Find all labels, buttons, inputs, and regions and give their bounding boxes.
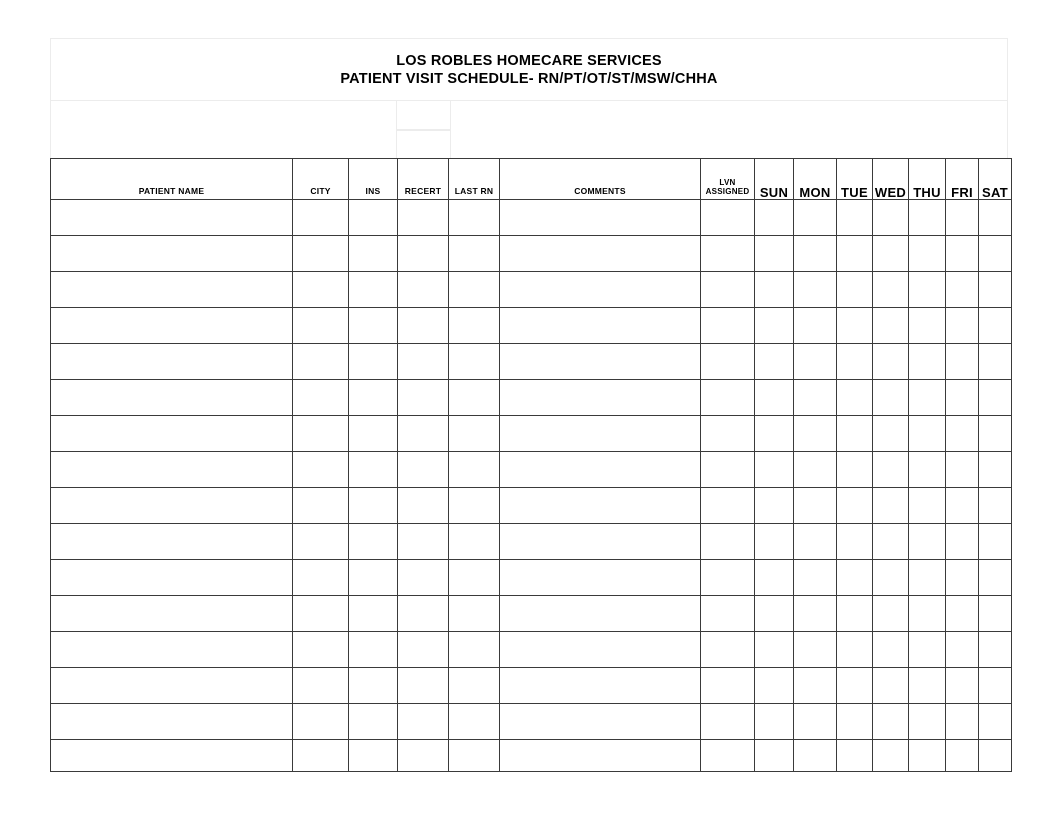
cell-patient_name[interactable] <box>51 452 293 488</box>
cell-last_rn[interactable] <box>449 380 500 416</box>
cell-lvn_assigned[interactable] <box>701 272 755 308</box>
cell-recert[interactable] <box>398 236 449 272</box>
cell-wed[interactable] <box>873 668 909 704</box>
cell-thu[interactable] <box>909 236 946 272</box>
cell-recert[interactable] <box>398 524 449 560</box>
cell-thu[interactable] <box>909 740 946 772</box>
cell-wed[interactable] <box>873 416 909 452</box>
cell-fri[interactable] <box>946 488 979 524</box>
table-row <box>51 344 1012 380</box>
cell-lvn_assigned[interactable] <box>701 632 755 668</box>
cell-tue[interactable] <box>837 596 873 632</box>
cell-recert[interactable] <box>398 416 449 452</box>
cell-last_rn[interactable] <box>449 416 500 452</box>
cell-recert[interactable] <box>398 632 449 668</box>
cell-thu[interactable] <box>909 272 946 308</box>
cell-wed[interactable] <box>873 380 909 416</box>
cell-lvn_assigned[interactable] <box>701 596 755 632</box>
cell-thu[interactable] <box>909 344 946 380</box>
table-row <box>51 560 1012 596</box>
cell-sat[interactable] <box>979 524 1012 560</box>
cell-fri[interactable] <box>946 380 979 416</box>
cell-lvn_assigned[interactable] <box>701 488 755 524</box>
table-row <box>51 668 1012 704</box>
cell-mon[interactable] <box>794 740 837 772</box>
column-header-city: CITY <box>293 159 349 200</box>
document-title-line-1: LOS ROBLES HOMECARE SERVICES <box>396 52 662 69</box>
cell-city[interactable] <box>293 344 349 380</box>
cell-mon[interactable] <box>794 668 837 704</box>
cell-sun[interactable] <box>755 596 794 632</box>
cell-fri[interactable] <box>946 560 979 596</box>
cell-tue[interactable] <box>837 632 873 668</box>
cell-sun[interactable] <box>755 668 794 704</box>
cell-sun[interactable] <box>755 488 794 524</box>
cell-lvn_assigned[interactable] <box>701 740 755 772</box>
cell-recert[interactable] <box>398 272 449 308</box>
cell-wed[interactable] <box>873 704 909 740</box>
cell-fri[interactable] <box>946 632 979 668</box>
cell-patient_name[interactable] <box>51 596 293 632</box>
cell-lvn_assigned[interactable] <box>701 236 755 272</box>
cell-comments[interactable] <box>500 344 701 380</box>
cell-tue[interactable] <box>837 380 873 416</box>
cell-city[interactable] <box>293 308 349 344</box>
cell-wed[interactable] <box>873 740 909 772</box>
cell-ins[interactable] <box>349 452 398 488</box>
column-header-tue: TUE <box>837 159 873 200</box>
cell-thu[interactable] <box>909 524 946 560</box>
cell-thu[interactable] <box>909 632 946 668</box>
cell-comments[interactable] <box>500 596 701 632</box>
cell-comments[interactable] <box>500 236 701 272</box>
cell-recert[interactable] <box>398 596 449 632</box>
cell-sun[interactable] <box>755 704 794 740</box>
column-header-sat: SAT <box>979 159 1012 200</box>
cell-city[interactable] <box>293 272 349 308</box>
cell-wed[interactable] <box>873 488 909 524</box>
cell-last_rn[interactable] <box>449 632 500 668</box>
cell-sun[interactable] <box>755 452 794 488</box>
cell-recert[interactable] <box>398 488 449 524</box>
cell-patient_name[interactable] <box>51 632 293 668</box>
cell-ins[interactable] <box>349 416 398 452</box>
cell-sun[interactable] <box>755 200 794 236</box>
column-header-patient-name: PATIENT NAME <box>51 159 293 200</box>
cell-ins[interactable] <box>349 308 398 344</box>
cell-sat[interactable] <box>979 596 1012 632</box>
cell-patient_name[interactable] <box>51 236 293 272</box>
cell-mon[interactable] <box>794 380 837 416</box>
cell-ins[interactable] <box>349 344 398 380</box>
cell-recert[interactable] <box>398 380 449 416</box>
cell-thu[interactable] <box>909 668 946 704</box>
cell-wed[interactable] <box>873 452 909 488</box>
cell-wed[interactable] <box>873 200 909 236</box>
cell-sat[interactable] <box>979 416 1012 452</box>
cell-last_rn[interactable] <box>449 596 500 632</box>
cell-tue[interactable] <box>837 560 873 596</box>
cell-comments[interactable] <box>500 560 701 596</box>
column-header-comments: COMMENTS <box>500 159 701 200</box>
cell-thu[interactable] <box>909 452 946 488</box>
cell-thu[interactable] <box>909 596 946 632</box>
cell-last_rn[interactable] <box>449 668 500 704</box>
column-header-lvn-assigned <box>701 159 755 200</box>
cell-sat[interactable] <box>979 236 1012 272</box>
cell-ins[interactable] <box>349 272 398 308</box>
cell-ins[interactable] <box>349 560 398 596</box>
cell-last_rn[interactable] <box>449 704 500 740</box>
table-row <box>51 524 1012 560</box>
cell-sat[interactable] <box>979 632 1012 668</box>
table-row <box>51 272 1012 308</box>
cell-fri[interactable] <box>946 308 979 344</box>
cell-mon[interactable] <box>794 236 837 272</box>
lvn-label-line-1: LVN <box>719 178 736 187</box>
cell-patient_name[interactable] <box>51 272 293 308</box>
cell-city[interactable] <box>293 416 349 452</box>
cell-wed[interactable] <box>873 272 909 308</box>
cell-comments[interactable] <box>500 200 701 236</box>
cell-lvn_assigned[interactable] <box>701 200 755 236</box>
cell-patient_name[interactable] <box>51 560 293 596</box>
cell-thu[interactable] <box>909 704 946 740</box>
cell-comments[interactable] <box>500 308 701 344</box>
cell-patient_name[interactable] <box>51 308 293 344</box>
cell-ins[interactable] <box>349 200 398 236</box>
cell-city[interactable] <box>293 452 349 488</box>
cell-fri[interactable] <box>946 200 979 236</box>
title-row <box>51 39 1007 101</box>
cell-ins[interactable] <box>349 740 398 772</box>
cell-recert[interactable] <box>398 344 449 380</box>
cell-fri[interactable] <box>946 452 979 488</box>
cell-sun[interactable] <box>755 344 794 380</box>
cell-wed[interactable] <box>873 236 909 272</box>
cell-wed[interactable] <box>873 308 909 344</box>
cell-recert[interactable] <box>398 452 449 488</box>
cell-sat[interactable] <box>979 452 1012 488</box>
cell-sun[interactable] <box>755 560 794 596</box>
cell-comments[interactable] <box>500 452 701 488</box>
table-row <box>51 632 1012 668</box>
table-header-row <box>51 159 1012 200</box>
table-row <box>51 380 1012 416</box>
cell-recert[interactable] <box>398 704 449 740</box>
cell-city[interactable] <box>293 632 349 668</box>
cell-lvn_assigned[interactable] <box>701 668 755 704</box>
cell-comments[interactable] <box>500 632 701 668</box>
cell-sat[interactable] <box>979 272 1012 308</box>
cell-tue[interactable] <box>837 524 873 560</box>
column-header-last-rn: LAST RN <box>449 159 500 200</box>
table-row <box>51 308 1012 344</box>
cell-sat[interactable] <box>979 488 1012 524</box>
table-row <box>51 740 1012 772</box>
lvn-label-line-2: ASSIGNED <box>705 187 750 196</box>
cell-tue[interactable] <box>837 308 873 344</box>
cell-tue[interactable] <box>837 416 873 452</box>
cell-recert[interactable] <box>398 560 449 596</box>
cell-tue[interactable] <box>837 236 873 272</box>
table-row <box>51 200 1012 236</box>
column-header-ins: INS <box>349 159 398 200</box>
cell-sat[interactable] <box>979 668 1012 704</box>
cell-fri[interactable] <box>946 344 979 380</box>
table-row <box>51 488 1012 524</box>
cell-thu[interactable] <box>909 488 946 524</box>
cell-mon[interactable] <box>794 272 837 308</box>
table-row <box>51 236 1012 272</box>
cell-last_rn[interactable] <box>449 344 500 380</box>
cell-thu[interactable] <box>909 200 946 236</box>
cell-patient_name[interactable] <box>51 668 293 704</box>
cell-mon[interactable] <box>794 452 837 488</box>
column-header-recert: RECERT <box>398 159 449 200</box>
table-row <box>51 452 1012 488</box>
cell-sun[interactable] <box>755 740 794 772</box>
cell-sat[interactable] <box>979 560 1012 596</box>
cell-last_rn[interactable] <box>449 200 500 236</box>
cell-tue[interactable] <box>837 452 873 488</box>
cell-mon[interactable] <box>794 200 837 236</box>
cell-tue[interactable] <box>837 668 873 704</box>
cell-tue[interactable] <box>837 704 873 740</box>
cell-mon[interactable] <box>794 344 837 380</box>
cell-lvn_assigned[interactable] <box>701 704 755 740</box>
cell-wed[interactable] <box>873 596 909 632</box>
cell-last_rn[interactable] <box>449 308 500 344</box>
cell-city[interactable] <box>293 380 349 416</box>
cell-lvn_assigned[interactable] <box>701 416 755 452</box>
cell-last_rn[interactable] <box>449 524 500 560</box>
cell-sun[interactable] <box>755 416 794 452</box>
cell-city[interactable] <box>293 596 349 632</box>
cell-lvn_assigned[interactable] <box>701 452 755 488</box>
cell-comments[interactable] <box>500 272 701 308</box>
cell-sun[interactable] <box>755 272 794 308</box>
cell-lvn_assigned[interactable] <box>701 308 755 344</box>
cell-patient_name[interactable] <box>51 488 293 524</box>
cell-fri[interactable] <box>946 524 979 560</box>
cell-patient_name[interactable] <box>51 704 293 740</box>
table-row <box>51 416 1012 452</box>
cell-lvn_assigned[interactable] <box>701 560 755 596</box>
cell-fri[interactable] <box>946 704 979 740</box>
cell-comments[interactable] <box>500 380 701 416</box>
cell-comments[interactable] <box>500 416 701 452</box>
cell-sat[interactable] <box>979 704 1012 740</box>
cell-mon[interactable] <box>794 524 837 560</box>
subtitle-row[interactable] <box>51 101 1007 160</box>
cell-last_rn[interactable] <box>449 488 500 524</box>
cell-patient_name[interactable] <box>51 344 293 380</box>
cell-sun[interactable] <box>755 524 794 560</box>
column-header-mon: MON <box>794 159 837 200</box>
cell-comments[interactable] <box>500 740 701 772</box>
cell-wed[interactable] <box>873 344 909 380</box>
table-row <box>51 704 1012 740</box>
title-block <box>50 38 1008 160</box>
cell-sat[interactable] <box>979 344 1012 380</box>
ghost-cell-lower[interactable] <box>396 130 451 161</box>
cell-tue[interactable] <box>837 488 873 524</box>
cell-ins[interactable] <box>349 632 398 668</box>
cell-sun[interactable] <box>755 632 794 668</box>
cell-sat[interactable] <box>979 200 1012 236</box>
cell-city[interactable] <box>293 200 349 236</box>
cell-comments[interactable] <box>500 524 701 560</box>
cell-fri[interactable] <box>946 272 979 308</box>
cell-patient_name[interactable] <box>51 740 293 772</box>
ghost-cell-upper[interactable] <box>396 100 451 130</box>
cell-wed[interactable] <box>873 560 909 596</box>
cell-recert[interactable] <box>398 200 449 236</box>
cell-thu[interactable] <box>909 416 946 452</box>
cell-city[interactable] <box>293 488 349 524</box>
column-header-wed: WED <box>873 159 909 200</box>
cell-thu[interactable] <box>909 560 946 596</box>
cell-lvn_assigned[interactable] <box>701 344 755 380</box>
column-header-fri: FRI <box>946 159 979 200</box>
cell-mon[interactable] <box>794 596 837 632</box>
cell-last_rn[interactable] <box>449 272 500 308</box>
cell-thu[interactable] <box>909 380 946 416</box>
cell-ins[interactable] <box>349 704 398 740</box>
cell-fri[interactable] <box>946 668 979 704</box>
cell-fri[interactable] <box>946 236 979 272</box>
cell-lvn_assigned[interactable] <box>701 380 755 416</box>
cell-ins[interactable] <box>349 380 398 416</box>
table-header <box>51 159 1012 200</box>
cell-patient_name[interactable] <box>51 416 293 452</box>
cell-last_rn[interactable] <box>449 560 500 596</box>
cell-patient_name[interactable] <box>51 524 293 560</box>
cell-fri[interactable] <box>946 740 979 772</box>
cell-sun[interactable] <box>755 236 794 272</box>
cell-comments[interactable] <box>500 488 701 524</box>
cell-ins[interactable] <box>349 488 398 524</box>
cell-recert[interactable] <box>398 668 449 704</box>
cell-sat[interactable] <box>979 308 1012 344</box>
cell-recert[interactable] <box>398 740 449 772</box>
column-header-thu: THU <box>909 159 946 200</box>
cell-lvn_assigned[interactable] <box>701 524 755 560</box>
cell-fri[interactable] <box>946 416 979 452</box>
cell-sat[interactable] <box>979 380 1012 416</box>
cell-mon[interactable] <box>794 308 837 344</box>
cell-ins[interactable] <box>349 668 398 704</box>
cell-ins[interactable] <box>349 524 398 560</box>
cell-last_rn[interactable] <box>449 452 500 488</box>
cell-comments[interactable] <box>500 668 701 704</box>
cell-mon[interactable] <box>794 704 837 740</box>
cell-sat[interactable] <box>979 740 1012 772</box>
cell-comments[interactable] <box>500 704 701 740</box>
cell-tue[interactable] <box>837 200 873 236</box>
cell-last_rn[interactable] <box>449 236 500 272</box>
table-row <box>51 596 1012 632</box>
cell-wed[interactable] <box>873 524 909 560</box>
cell-ins[interactable] <box>349 596 398 632</box>
cell-tue[interactable] <box>837 344 873 380</box>
cell-mon[interactable] <box>794 560 837 596</box>
cell-city[interactable] <box>293 740 349 772</box>
cell-city[interactable] <box>293 560 349 596</box>
document-title-line-2: PATIENT VISIT SCHEDULE- RN/PT/OT/ST/MSW/CHHA <box>340 70 718 87</box>
cell-city[interactable] <box>293 236 349 272</box>
patient-visit-schedule-table <box>50 158 1012 772</box>
cell-mon[interactable] <box>794 488 837 524</box>
cell-city[interactable] <box>293 668 349 704</box>
cell-sun[interactable] <box>755 308 794 344</box>
cell-mon[interactable] <box>794 632 837 668</box>
cell-tue[interactable] <box>837 740 873 772</box>
cell-mon[interactable] <box>794 416 837 452</box>
cell-last_rn[interactable] <box>449 740 500 772</box>
cell-patient_name[interactable] <box>51 200 293 236</box>
cell-tue[interactable] <box>837 272 873 308</box>
cell-ins[interactable] <box>349 236 398 272</box>
table-body <box>51 200 1012 772</box>
cell-city[interactable] <box>293 524 349 560</box>
column-header-sun: SUN <box>755 159 794 200</box>
cell-wed[interactable] <box>873 632 909 668</box>
cell-sun[interactable] <box>755 380 794 416</box>
cell-recert[interactable] <box>398 308 449 344</box>
cell-fri[interactable] <box>946 596 979 632</box>
cell-patient_name[interactable] <box>51 380 293 416</box>
cell-thu[interactable] <box>909 308 946 344</box>
cell-city[interactable] <box>293 704 349 740</box>
